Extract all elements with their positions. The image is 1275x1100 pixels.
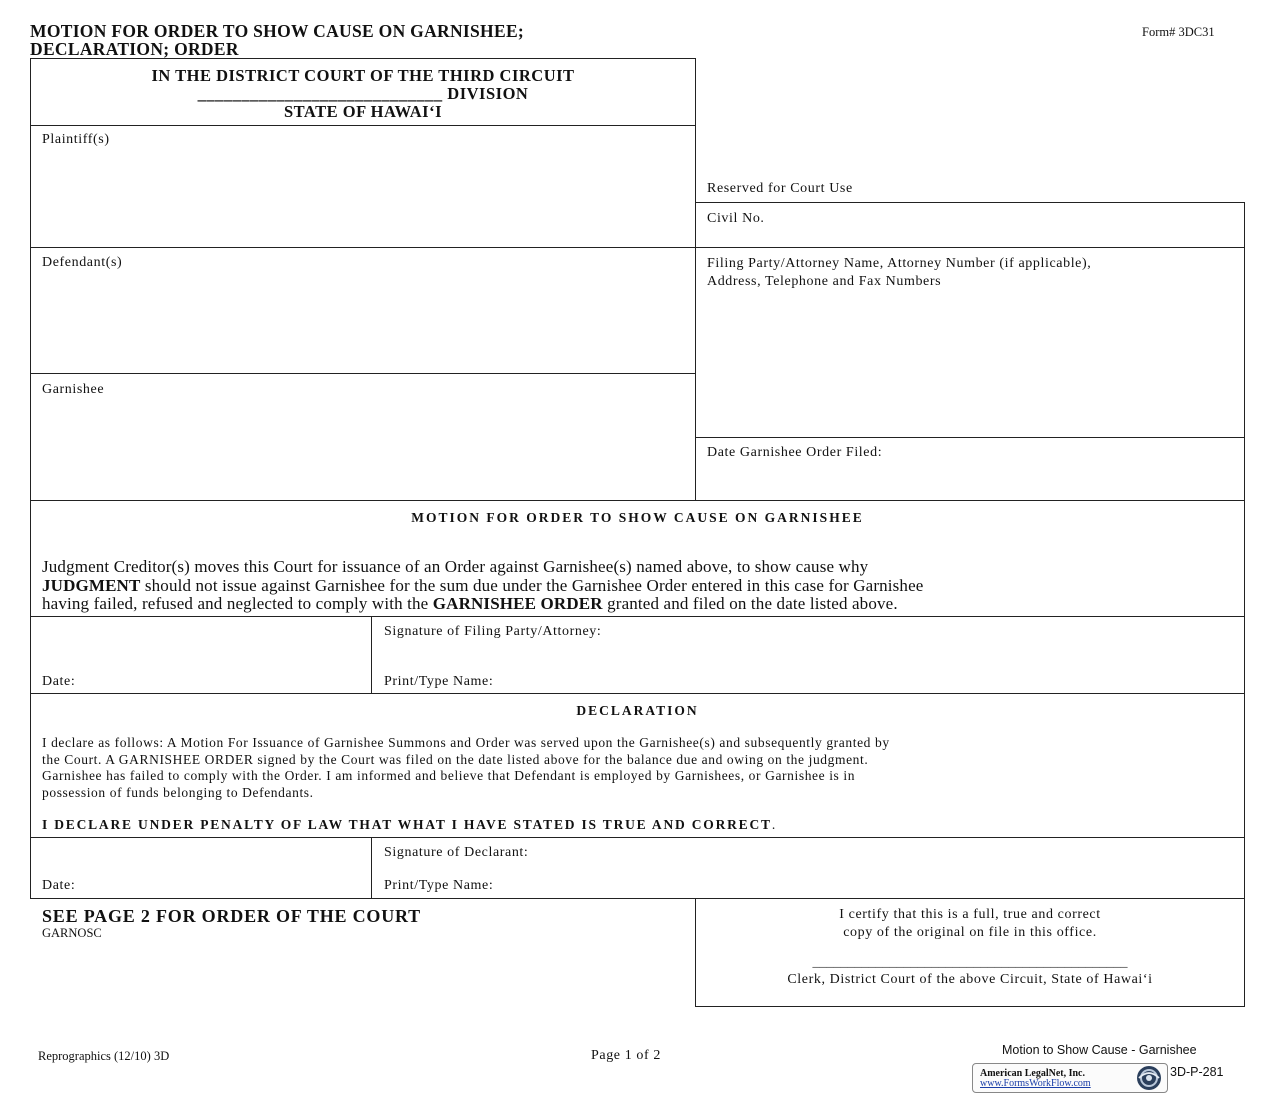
clerk-label: Clerk, District Court of the above Circuit, State of Hawai‘i bbox=[787, 972, 1153, 987]
plaintiff-label: Plaintiff(s) bbox=[42, 132, 110, 147]
motion-text-line3-start: having failed, refused and neglected to comply with the bbox=[42, 594, 433, 613]
filing-party-label-line2: Address, Telephone and Fax Numbers bbox=[707, 274, 942, 289]
clerk-signature-line[interactable]: _____________________________________________ bbox=[812, 955, 1128, 970]
judgment-keyword: JUDGMENT bbox=[42, 575, 141, 595]
certification-text bbox=[695, 906, 1245, 941]
court-state: STATE OF HAWAI‘I bbox=[283, 102, 443, 121]
garnishee-label: Garnishee bbox=[42, 382, 105, 397]
reprographics-note: Reprographics (12/10) 3D bbox=[38, 1049, 170, 1063]
form-number: Form# 3DC31 bbox=[1142, 25, 1215, 39]
declarant-date-label: Date: bbox=[42, 878, 76, 893]
certification-line1: I certify that this is a full, true and correct bbox=[839, 907, 1101, 922]
divider bbox=[30, 373, 696, 374]
divider bbox=[371, 616, 372, 694]
motion-print-name-field[interactable] bbox=[540, 672, 1240, 692]
penalty-statement bbox=[42, 817, 777, 833]
document-code: 3D-P-281 bbox=[1170, 1065, 1224, 1079]
garnishee-order-keyword: GARNISHEE ORDER bbox=[432, 594, 603, 613]
see-page-2-notice: SEE PAGE 2 FOR ORDER OF THE COURT bbox=[42, 906, 421, 926]
penalty-statement-text: I DECLARE UNDER PENALTY OF LAW THAT WHAT I HAVE STATED IS TRUE AND CORRECT bbox=[42, 817, 772, 832]
divider bbox=[30, 247, 696, 248]
declarant-print-name-field[interactable] bbox=[540, 877, 1240, 897]
form-title-line2: DECLARATION; ORDER bbox=[30, 39, 239, 59]
vendor-name: American LegalNet, Inc. bbox=[980, 1068, 1085, 1079]
filing-party-field[interactable] bbox=[697, 294, 1243, 434]
motion-text-line3 bbox=[42, 595, 1242, 614]
motion-date-label: Date: bbox=[42, 674, 76, 689]
civil-no-field[interactable] bbox=[780, 206, 1240, 244]
vendor-globe-icon bbox=[1130, 1064, 1168, 1092]
penalty-statement-period: . bbox=[771, 817, 778, 832]
motion-text-line3-end: granted and filed on the date listed above. bbox=[602, 594, 898, 613]
divider bbox=[30, 616, 1245, 617]
reserved-court-use-label: Reserved for Court Use bbox=[707, 181, 853, 196]
form-title-line1: MOTION FOR ORDER TO SHOW CAUSE ON GARNISHEE; bbox=[30, 21, 525, 41]
motion-heading: MOTION FOR ORDER TO SHOW CAUSE ON GARNISHEE bbox=[411, 510, 864, 525]
declarant-signature-label: Signature of Declarant: bbox=[384, 845, 529, 860]
filing-party-signature-field[interactable] bbox=[380, 642, 1240, 670]
divider bbox=[695, 437, 1245, 438]
civil-no-label: Civil No. bbox=[707, 211, 765, 226]
motion-text-line1: Judgment Creditor(s) moves this Court for issuance of an Order against Garnishee(s) named above, to show cause why bbox=[42, 557, 869, 576]
declaration-text-line3: Garnishee has failed to comply with the Order. I am informed and believe that Defendant is employed by Garnishees, or Garnishee is in bbox=[42, 768, 856, 783]
declaration-text-line4: possession of funds belonging to Defendants. bbox=[42, 784, 314, 800]
date-garnishee-order-filed-label: Date Garnishee Order Filed: bbox=[707, 445, 883, 460]
motion-text bbox=[42, 558, 1242, 614]
date-garnishee-order-filed-field[interactable] bbox=[697, 464, 1243, 498]
divider bbox=[30, 693, 1245, 694]
motion-text-line2-rest: should not issue against Garnishee for the sum due under the Garnishee Order entered in this case for Garnishee bbox=[140, 575, 924, 595]
declarant-date-field[interactable] bbox=[90, 842, 366, 896]
defendant-field[interactable] bbox=[32, 273, 694, 371]
court-caption bbox=[30, 67, 696, 121]
motion-text-line2 bbox=[42, 577, 1242, 596]
declaration-text-line2: the Court. A GARNISHEE ORDER signed by the Court was filed on the date listed above for the balance due and owing on the judgment. bbox=[42, 751, 869, 767]
garnishee-field[interactable] bbox=[32, 400, 694, 498]
declaration-text-line1: I declare as follows: A Motion For Issuance of Garnishee Summons and Order was served upon the Garnishee(s) and subsequently granted by bbox=[42, 735, 890, 750]
declarant-signature-field[interactable] bbox=[380, 863, 1240, 877]
form-code: GARNOSC bbox=[42, 926, 102, 940]
divider bbox=[30, 837, 1245, 838]
divider bbox=[371, 837, 372, 899]
declarant-print-name-label: Print/Type Name: bbox=[384, 878, 494, 893]
motion-print-name-label: Print/Type Name: bbox=[384, 674, 494, 689]
court-name: IN THE DISTRICT COURT OF THE THIRD CIRCUIT bbox=[151, 66, 575, 85]
defendant-label: Defendant(s) bbox=[42, 255, 123, 270]
page-number: Page 1 of 2 bbox=[591, 1048, 661, 1063]
declaration-heading: DECLARATION bbox=[576, 703, 699, 718]
divider bbox=[695, 247, 1245, 248]
court-division: ____________________________ DIVISION bbox=[197, 84, 529, 103]
plaintiff-field[interactable] bbox=[32, 150, 694, 245]
motion-date-field[interactable] bbox=[90, 620, 366, 690]
filing-party-signature-label: Signature of Filing Party/Attorney: bbox=[384, 624, 602, 639]
document-title: Motion to Show Cause - Garnishee bbox=[1002, 1043, 1197, 1057]
vendor-url[interactable]: www.FormsWorkFlow.com bbox=[980, 1078, 1091, 1089]
declaration-text bbox=[42, 735, 1242, 801]
certification-line2: copy of the original on file in this office. bbox=[843, 924, 1097, 940]
filing-party-label-line1: Filing Party/Attorney Name, Attorney Number (if applicable), bbox=[707, 256, 1092, 271]
form-title bbox=[30, 22, 524, 58]
